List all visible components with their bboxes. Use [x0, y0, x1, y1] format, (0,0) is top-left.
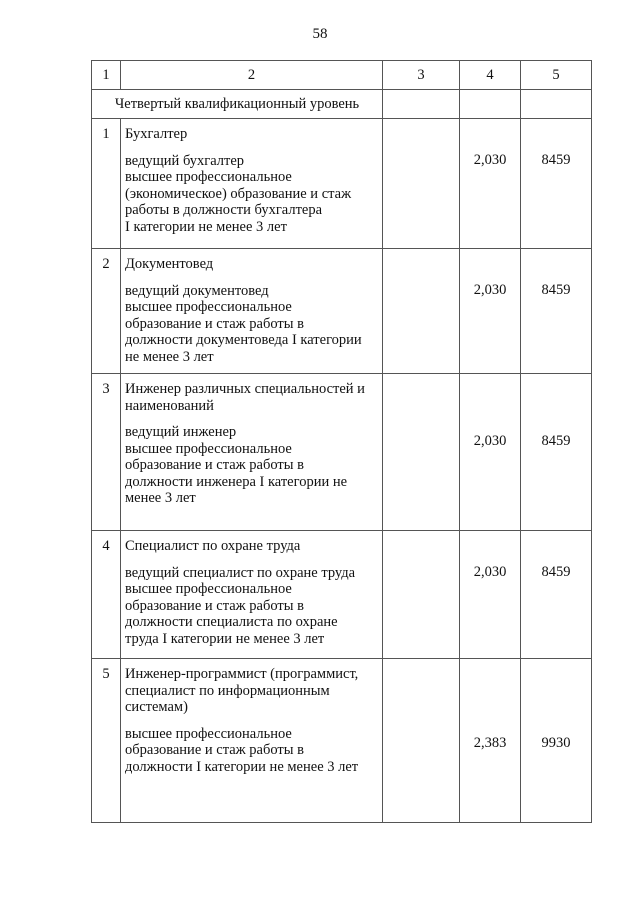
table-row [92, 374, 592, 531]
requirement-line: ведущий документовед [125, 282, 269, 299]
row-number: 4 [102, 538, 110, 554]
requirement-line: ведущий специалист по охране труда [125, 564, 356, 581]
title-line: Инженер различных специальностей и [125, 381, 365, 397]
requirement-line: ведущий бухгалтер [125, 152, 245, 169]
requirement-line: работы в должности бухгалтера [125, 202, 323, 218]
coefficient-cell [460, 374, 521, 531]
title-line: Инженер-программист (программист, [125, 666, 359, 682]
title-line: Документовед [125, 256, 214, 272]
row-number: 3 [102, 381, 110, 397]
requirement-line: ведущий инженер [125, 424, 237, 440]
requirement-line: должности специалиста по охране [125, 614, 338, 630]
position-requirements [125, 424, 382, 507]
salary-cell [521, 119, 592, 249]
position-cell [121, 659, 383, 823]
header-cell: 3 [383, 61, 460, 90]
requirement-line: образование и стаж работы в [125, 597, 304, 614]
coefficient-value: 2,030 [473, 433, 507, 449]
salary-value: 8459 [541, 152, 571, 168]
requirement-line: I категории не менее 3 лет [125, 218, 287, 235]
title-line: наименований [125, 397, 214, 414]
level-row [92, 90, 592, 119]
requirement-line: высшее профессиональное [125, 299, 292, 315]
row-number-cell [92, 374, 121, 531]
table-row [92, 119, 592, 249]
title-line: системам) [125, 699, 188, 715]
requirement-line: не менее 3 лет [125, 348, 214, 365]
coefficient-value: 2,383 [473, 735, 507, 751]
column-3-cell [383, 659, 460, 823]
row-number-cell [92, 531, 121, 659]
position-title [125, 538, 382, 555]
salary-value: 8459 [541, 282, 571, 298]
coefficient-value: 2,030 [473, 152, 507, 168]
coefficient-value: 2,030 [473, 564, 507, 580]
header-cell: 5 [521, 61, 592, 90]
salary-value: 8459 [541, 433, 571, 449]
column-3-cell [383, 531, 460, 659]
empty-cell [383, 90, 460, 119]
position-cell [121, 531, 383, 659]
row-number-cell [92, 119, 121, 249]
title-line: Специалист по охране труда [125, 538, 301, 554]
requirement-line: должности инженера I категории не [125, 473, 348, 490]
position-requirements [125, 283, 382, 366]
position-cell [121, 119, 383, 249]
requirement-line: менее 3 лет [125, 490, 196, 506]
position-cell [121, 374, 383, 531]
salary-cell [521, 249, 592, 374]
salary-value: 8459 [541, 564, 571, 580]
column-3-cell [383, 119, 460, 249]
requirement-line: должности I категории не менее 3 лет [125, 758, 359, 775]
coefficient-cell [460, 119, 521, 249]
header-row [92, 61, 592, 90]
position-title [125, 126, 382, 143]
requirement-line: высшее профессиональное [125, 169, 292, 185]
salary-cell [521, 659, 592, 823]
requirement-line: образование и стаж работы в [125, 742, 304, 758]
salary-value: 9930 [541, 735, 571, 751]
row-number: 1 [102, 126, 110, 142]
row-number-cell [92, 659, 121, 823]
level-label: Четвертый квалификационный уровень [92, 90, 383, 119]
coefficient-cell [460, 249, 521, 374]
requirement-line: высшее профессиональное [125, 725, 292, 742]
salary-cell [521, 374, 592, 531]
position-requirements [125, 153, 382, 236]
empty-cell [460, 90, 521, 119]
coefficient-cell [460, 531, 521, 659]
position-cell [121, 249, 383, 374]
table-row [92, 249, 592, 374]
requirement-line: образование и стаж работы в [125, 457, 304, 473]
table-row [92, 659, 592, 823]
empty-cell [521, 90, 592, 119]
title-line: специалист по информационным [125, 682, 330, 699]
position-requirements [125, 726, 382, 776]
position-requirements [125, 565, 382, 648]
title-line: Бухгалтер [125, 126, 188, 142]
position-title [125, 256, 382, 273]
requirement-line: должности документоведа I категории [125, 332, 362, 348]
requirement-line: высшее профессиональное [125, 440, 292, 457]
row-number-cell [92, 249, 121, 374]
position-title [125, 666, 382, 716]
column-3-cell [383, 249, 460, 374]
table-row [92, 531, 592, 659]
header-cell: 2 [121, 61, 383, 90]
coefficient-value: 2,030 [473, 282, 507, 298]
row-number: 5 [102, 666, 110, 682]
coefficient-cell [460, 659, 521, 823]
page-number: 58 [312, 26, 328, 42]
requirement-line: труда I категории не менее 3 лет [125, 630, 325, 647]
requirement-line: высшее профессиональное [125, 581, 292, 597]
row-number: 2 [102, 256, 110, 272]
position-title [125, 381, 382, 414]
requirement-line: образование и стаж работы в [125, 315, 304, 332]
header-cell: 1 [92, 61, 121, 90]
header-cell: 4 [460, 61, 521, 90]
requirement-line: (экономическое) образование и стаж [125, 185, 352, 202]
column-3-cell [383, 374, 460, 531]
salary-cell [521, 531, 592, 659]
qualification-table [91, 60, 592, 823]
